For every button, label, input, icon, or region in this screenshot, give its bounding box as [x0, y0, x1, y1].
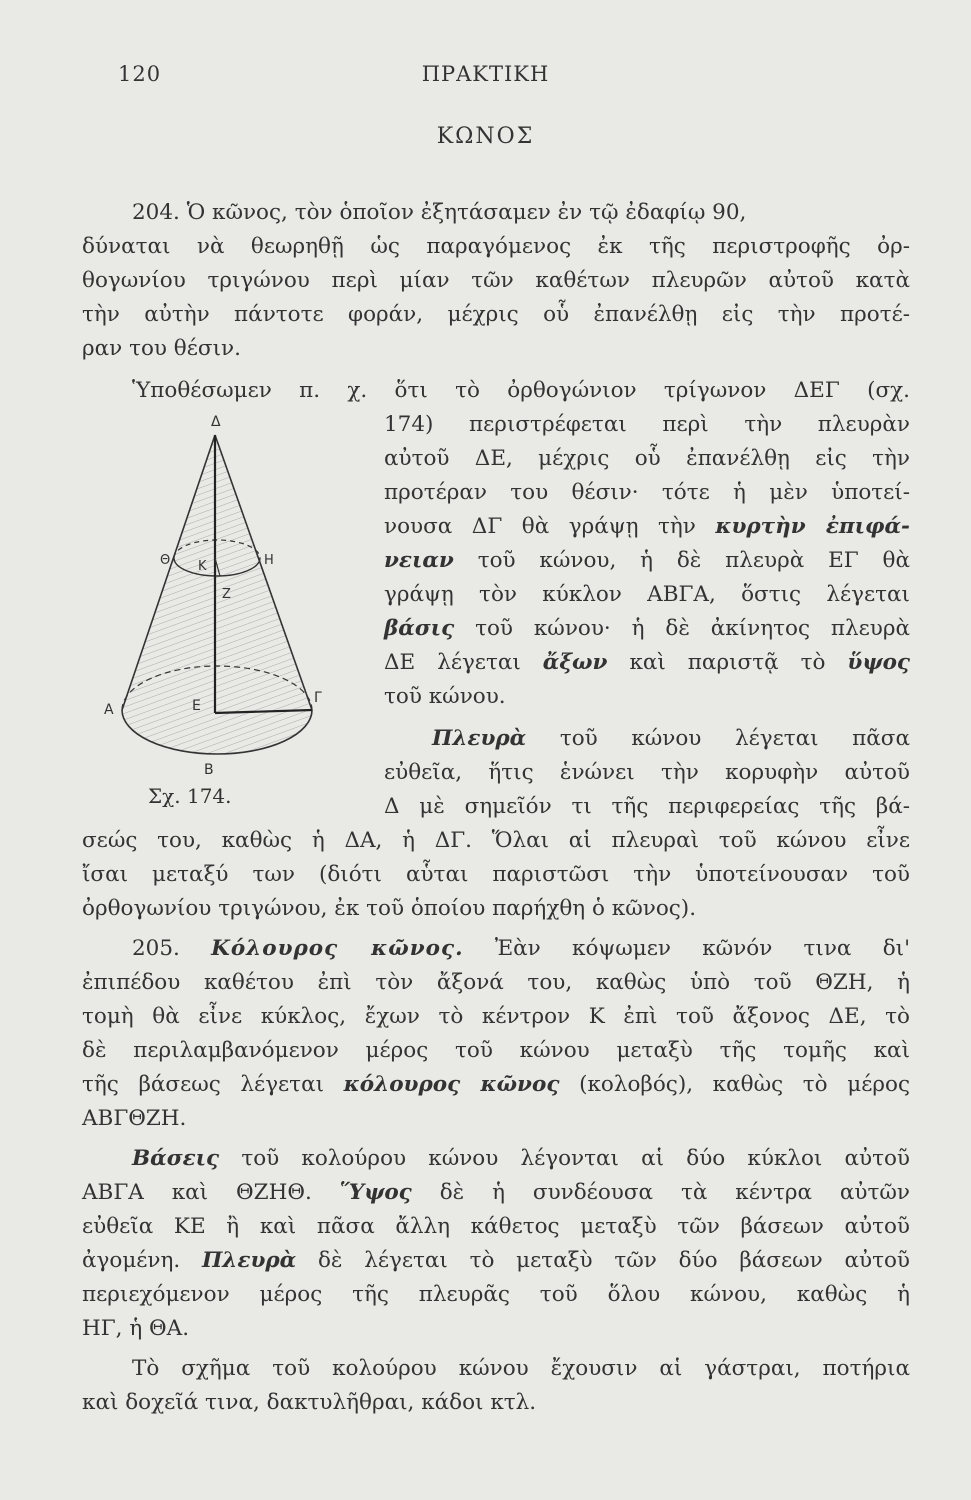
label-zeta: Ζ — [222, 587, 231, 602]
term-frustum: κόλουρος κῶνος — [343, 1072, 560, 1097]
text-line: δὲ περιλαμβανόμενον μέρος τοῦ κώνου μεταξὺ τῆς τομῆς καὶ — [82, 1038, 910, 1063]
text-line: Τὸ σχῆμα τοῦ κολούρου κώνου ἔχουσιν αἱ γάστραι, ποτήρια — [132, 1356, 910, 1381]
text-line — [132, 1142, 910, 1176]
section-number: 205. — [132, 936, 180, 961]
text-line: εὐθεῖα ΚΕ ἢ καὶ πᾶσα ἄλλη κάθετος μεταξὺ τῶν βάσεων αὐτοῦ — [82, 1214, 910, 1239]
term-frustum-heading: Κόλουρος κῶνος. — [211, 936, 464, 961]
text-run: τοῦ κώνου· ἡ δὲ ἀκίνητος πλευρὰ — [475, 616, 910, 641]
term-bases: Βάσεις — [132, 1146, 220, 1171]
text-run: ΑΒΓΑ καὶ ΘΖΗΘ. — [82, 1180, 312, 1205]
text-line — [384, 612, 910, 646]
text-line: περιεχόμενον μέρος τῆς πλευρᾶς τοῦ ὅλου κώνου, καθὼς ἡ — [82, 1282, 910, 1307]
text-line: δύναται νὰ θεωρηθῇ ὡς παραγόμενος ἐκ τῆς περιστροφῆς ὀρ- — [82, 234, 910, 259]
figure-caption: Σχ. 174. — [148, 784, 232, 808]
text-line — [432, 722, 910, 756]
text-line: ἐπιπέδου καθέτου ἐπὶ τὸν ἄξονά του, καθὼς ὑπὸ τοῦ ΘΖΗ, ἡ — [82, 970, 910, 995]
text-line: 204. Ὁ κῶνος, τὸν ὁποῖον ἐξητάσαμεν ἐν τῷ ἐδαφίῳ 90, — [132, 200, 747, 225]
term-surface-end: νειαν — [384, 548, 454, 573]
text-line — [82, 1176, 910, 1210]
text-line: ραν του θέσιν. — [82, 336, 241, 361]
text-line: εὐθεῖα, ἥτις ἑνώνει τὴν κορυφὴν αὐτοῦ — [384, 760, 910, 785]
label-kappa: Κ — [198, 559, 207, 574]
text-line — [132, 932, 910, 966]
label-gamma: Γ — [314, 690, 322, 706]
text-run: τοῦ κολούρου κώνου λέγονται αἱ δύο κύκλοι αὐτοῦ — [241, 1146, 910, 1171]
term-convex-surface: κυρτὴν ἐπιφά- — [715, 514, 910, 539]
text-run: τοῦ κώνου, ἡ δὲ πλευρὰ ΕΓ θὰ — [477, 548, 910, 573]
text-line — [82, 1244, 910, 1278]
text-line: Δ μὲ σημεῖόν τι τῆς περιφερείας τῆς βά- — [384, 794, 910, 819]
cone-shading — [122, 435, 312, 754]
term-axis: ἄξων — [542, 650, 608, 675]
text-line: ἴσαι μεταξύ των (διότι αὗται παριστῶσι τὴν ὑποτείνουσαν τοῦ — [82, 862, 910, 887]
text-line: τομὴ θὰ εἶνε κύκλος, ἔχων τὸ κέντρον Κ ἐπὶ τοῦ ἄξονος ΔΕ, τὸ — [82, 1004, 910, 1029]
text-run: νουσα ΔΓ θὰ γράψῃ τὴν — [384, 514, 696, 539]
term-frustum-height: Ὕψος — [339, 1180, 412, 1205]
text-run: ΔΕ λέγεται — [384, 650, 521, 675]
text-line — [82, 1068, 910, 1102]
label-beta: Β — [204, 762, 214, 778]
page-number: 120 — [118, 62, 162, 86]
term-base: βάσις — [384, 616, 455, 641]
text-line: γράψῃ τὸν κύκλον ΑΒΓΑ, ὅστις λέγεται — [384, 582, 910, 607]
text-run: τοῦ κώνου λέγεται πᾶσα — [559, 726, 910, 751]
text-line — [384, 544, 910, 578]
label-epsilon: Ε — [192, 698, 201, 714]
text-line: θογωνίου τριγώνου περὶ μίαν τῶν καθέτων πλευρῶν αὐτοῦ κατὰ — [82, 268, 910, 293]
cone-figure — [80, 410, 380, 810]
text-line: Ὑποθέσωμεν π. χ. ὅτι τὸ ὀρθογώνιον τρίγωνον ΔΕΓ (σχ. — [132, 378, 910, 403]
text-run: δὲ λέγεται τὸ μεταξὺ τῶν δύο βάσεων αὐτοῦ — [317, 1248, 910, 1273]
text-line: ΑΒΓΘΖΗ. — [82, 1106, 187, 1131]
text-line — [384, 510, 910, 544]
label-theta: Θ — [160, 553, 171, 568]
text-run: δὲ ἡ συνδέουσα τὰ κέντρα αὐτῶν — [439, 1180, 911, 1205]
label-eta: Η — [264, 553, 274, 568]
running-title: ΠΡΑΚΤΙΚΗ — [421, 62, 550, 86]
label-alpha: Α — [104, 702, 114, 718]
text-line: τὴν αὐτὴν πάντοτε φοράν, μέχρις οὗ ἐπανέλθῃ εἰς τὴν προτέ- — [82, 302, 910, 327]
text-line: καὶ δοχεῖά τινα, δακτυλῆθραι, κάδοι κτλ. — [82, 1390, 537, 1415]
term-frustum-side: Πλευρὰ — [201, 1248, 297, 1273]
text-line: τοῦ κώνου. — [384, 684, 506, 709]
text-run: ἀγομένη. — [82, 1248, 181, 1273]
text-line: ὀρθογωνίου τριγώνου, ἐκ τοῦ ὁποίου παρήχθη ὁ κῶνος). — [82, 896, 697, 921]
label-delta: Δ — [211, 414, 221, 430]
term-side: Πλευρὰ — [432, 726, 527, 751]
text-line — [384, 646, 910, 680]
page-header — [0, 62, 971, 92]
text-line: σεώς του, καθὼς ἡ ΔΑ, ἡ ΔΓ. Ὅλαι αἱ πλευραὶ τοῦ κώνου εἶνε — [82, 828, 910, 853]
term-height: ὕψος — [847, 650, 910, 675]
section-title: ΚΩΝΟΣ — [436, 124, 535, 149]
text-run: καὶ παριστᾷ τὸ — [629, 650, 826, 675]
text-run: (κολοβός), καθὼς τὸ μέρος — [579, 1072, 910, 1097]
text-run: Ἐὰν κόψωμεν κῶνόν τινα δι' — [494, 936, 910, 961]
text-run: τῆς βάσεως λέγεται — [82, 1072, 325, 1097]
text-line: 174) περιστρέφεται περὶ τὴν πλευρὰν — [384, 412, 910, 437]
text-line: αὐτοῦ ΔΕ, μέχρις οὗ ἐπανέλθῃ εἰς τὴν — [384, 446, 910, 471]
text-line: προτέραν του θέσιν· τότε ἡ μὲν ὑποτεί- — [384, 480, 910, 505]
text-line: ΗΓ, ἡ ΘΑ. — [82, 1316, 190, 1341]
